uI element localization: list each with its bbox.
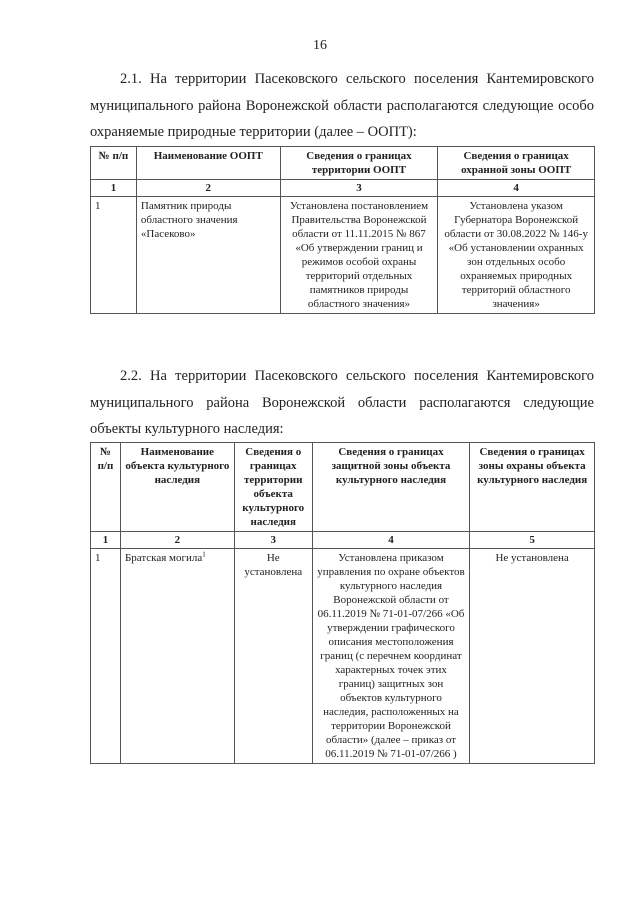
section-2-2-paragraph: [90, 363, 594, 443]
column-number: 3: [234, 532, 312, 549]
table-header-row: [91, 147, 595, 180]
header-cell: Сведения о границах охранной зоны ООПТ: [438, 147, 595, 180]
section-2-1-paragraph: [90, 66, 594, 146]
table-row: [91, 549, 595, 764]
row-number: 1: [91, 549, 121, 764]
oopt-name: Памятник природы областного значения «Пасеково»: [136, 197, 280, 314]
protection-zone-info: Установлена указом Губернатора Воронежской области от 30.08.2022 № 146-у «Об установлении охранных зон отдельных особо охраняемых природных территорий областного значения»: [438, 197, 595, 314]
section-2-1-text: 2.1. На территории Пасековского сельского поселения Кантемировского муниципального района Воронежской области располагаются следующие особо охраняемые природные территории (далее – ООПТ):: [90, 71, 594, 140]
row-number: 1: [91, 197, 137, 314]
footnote-marker: 1: [202, 550, 206, 559]
heritage-table: [90, 442, 595, 764]
header-cell: Сведения о границах территории ООПТ: [280, 147, 438, 180]
territory-info: Установлена постановлением Правительства Воронежской области от 11.11.2015 № 867 «Об утверждении границ и режимов особой охраны территорий отдельных памятников природы областного значения»: [280, 197, 438, 314]
header-cell: Сведения о границах зоны охраны объекта культурного наследия: [470, 443, 595, 532]
section-2-2-text: 2.2. На территории Пасековского сельского поселения Кантемировского муниципального района Воронежской области располагаются следующие объекты культурного наследия:: [90, 368, 594, 437]
column-number: 2: [136, 180, 280, 197]
security-zone-info: Не установлена: [470, 549, 595, 764]
oopt-table: [90, 146, 595, 314]
column-number: 4: [312, 532, 470, 549]
column-number: 3: [280, 180, 438, 197]
table-header-row: [91, 443, 595, 532]
column-number: 5: [470, 532, 595, 549]
heritage-name-cell: [120, 549, 234, 764]
page-number: 16: [313, 38, 327, 53]
column-number: 1: [91, 180, 137, 197]
column-number-row: [91, 532, 595, 549]
column-number: 1: [91, 532, 121, 549]
table-row: [91, 197, 595, 314]
header-cell: Сведения о границах территории объекта культурного наследия: [234, 443, 312, 532]
header-cell: № п/п: [91, 147, 137, 180]
protective-zone-info: Установлена приказом управления по охране объектов культурного наследия Воронежской области от 06.11.2019 № 71-01-07/266 «Об утверждении графического описания местоположения границ (с перечнем координат характерных точек этих границ) защитных зон объектов культурного наследия, расположенных на территории Воронежской области» (далее – приказ от 06.11.2019 № 71-01-07/266 ): [312, 549, 470, 764]
header-cell: Наименование объекта культурного наследия: [120, 443, 234, 532]
column-number: 2: [120, 532, 234, 549]
column-number-row: [91, 180, 595, 197]
header-cell: Сведения о границах защитной зоны объекта культурного наследия: [312, 443, 470, 532]
header-cell: Наименование ООПТ: [136, 147, 280, 180]
header-cell: № п/п: [91, 443, 121, 532]
heritage-name: Братская могила: [124, 552, 203, 564]
territory-info: Не установлена: [234, 549, 312, 764]
column-number: 4: [438, 180, 595, 197]
